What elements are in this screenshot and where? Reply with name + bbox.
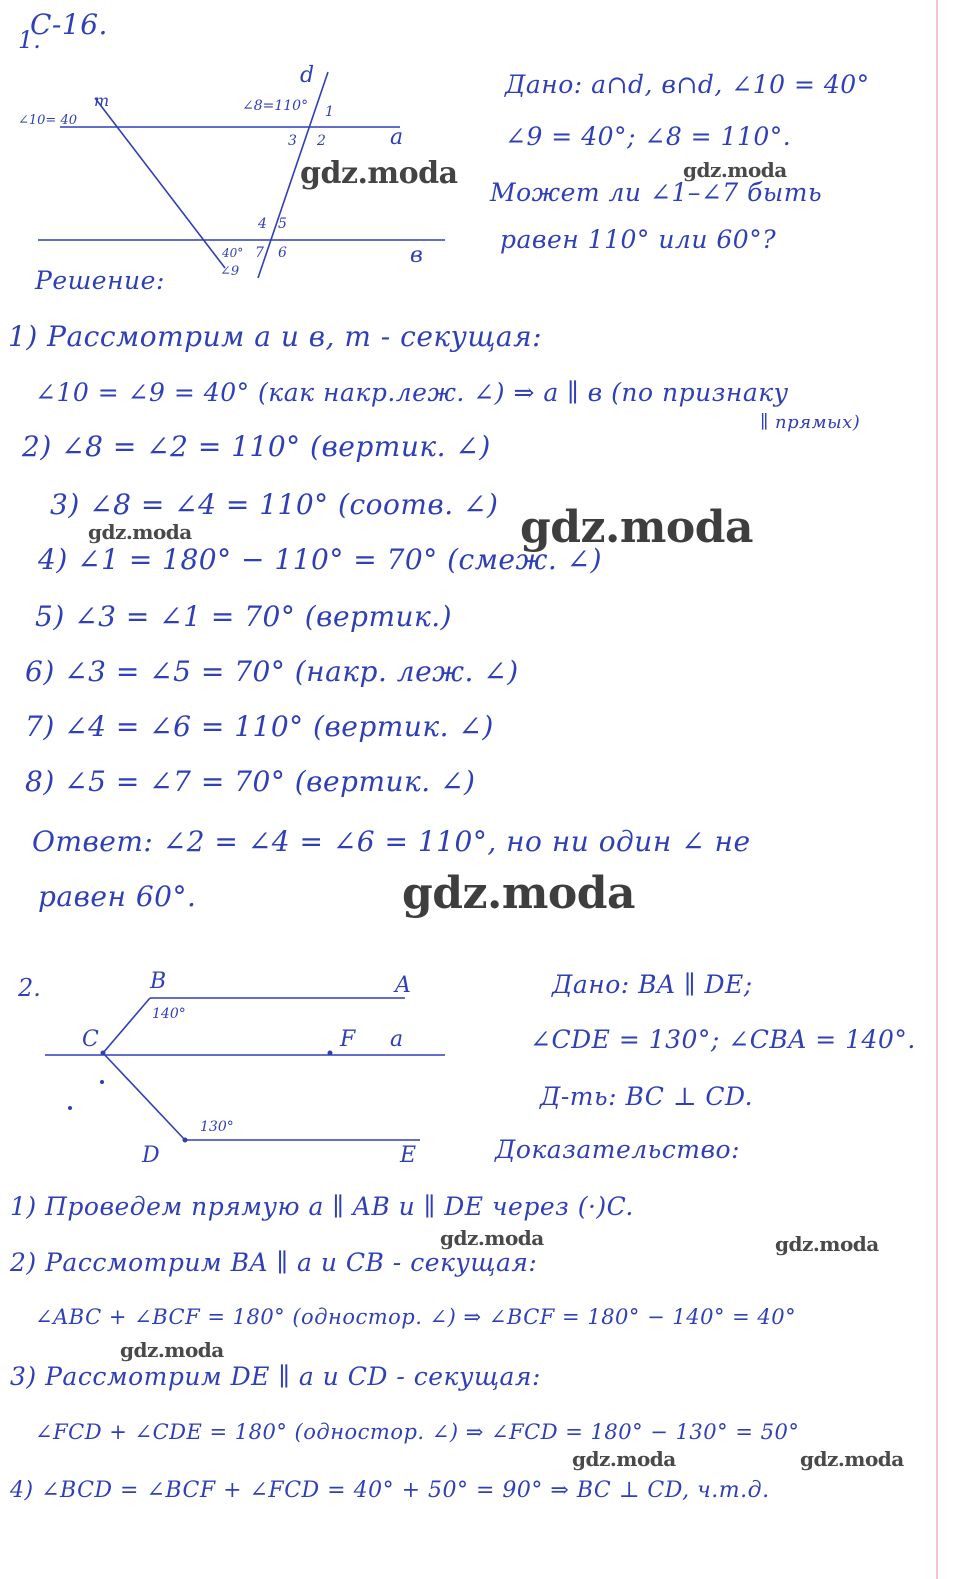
- task2-step-1: 1) Проведем прямую a ∥ AB и ∥ DE через (·)C.: [10, 1192, 634, 1221]
- label-4: 4: [258, 216, 267, 232]
- task1-step-2: 2) ∠8 = ∠2 = 110° (вертик. ∠): [22, 430, 491, 463]
- label-b: в: [410, 243, 423, 268]
- task1-step-1: 1) Рассмотрим a и в, m - секущая:: [8, 320, 543, 353]
- task1-step-7: 7) ∠4 = ∠6 = 110° (вертик. ∠): [25, 710, 494, 743]
- watermark: gdz.moda: [402, 868, 636, 919]
- label-1: 1: [325, 104, 334, 120]
- task1-solution-title: Решение:: [35, 266, 165, 295]
- label-E: E: [400, 1143, 417, 1168]
- label-5: 5: [278, 216, 287, 232]
- worksheet-header: С-16.: [30, 8, 108, 41]
- label-D: D: [142, 1143, 160, 1168]
- label-angle8: ∠8=110°: [242, 98, 309, 114]
- task2-proof-title: Доказательство:: [495, 1135, 741, 1164]
- label-A: A: [395, 973, 411, 998]
- label-40deg: 40°: [222, 246, 244, 260]
- task1-step-3: 3) ∠8 = ∠4 = 110° (соотв. ∠): [50, 488, 499, 521]
- watermark: gdz.moda: [88, 520, 192, 544]
- task1-step-1-detail-2: ∥ прямых): [760, 412, 861, 433]
- watermark: gdz.moda: [800, 1447, 904, 1471]
- watermark: gdz.moda: [120, 1338, 224, 1362]
- label-C: C: [82, 1027, 99, 1052]
- task1-step-8: 8) ∠5 = ∠7 = 70° (вертик. ∠): [25, 765, 476, 798]
- line-m: [95, 98, 225, 268]
- watermark: gdz.moda: [572, 1447, 676, 1471]
- task1-answer-2: равен 60°.: [38, 880, 197, 913]
- task2-step-2-detail: ∠ABC + ∠BCF = 180° (одностор. ∠) ⇒ ∠BCF = 180° − 140° = 40°: [35, 1305, 797, 1329]
- label-3: 3: [288, 133, 297, 149]
- figure-2-lines: [45, 998, 445, 1140]
- task1-given-1: Дано: a∩d, в∩d, ∠10 = 40°: [505, 70, 870, 99]
- label-2: 2: [317, 133, 326, 149]
- label-B: B: [150, 969, 167, 994]
- task2-given-3: Д-ть: BC ⊥ CD.: [540, 1082, 754, 1111]
- task2-step-3-detail: ∠FCD + ∠CDE = 180° (одностор. ∠) ⇒ ∠FCD = 180° − 130° = 50°: [35, 1420, 800, 1444]
- label-7: 7: [255, 245, 264, 261]
- task2-step-2: 2) Рассмотрим BA ∥ a и CB - секущая:: [10, 1248, 538, 1277]
- figure-2-points: [68, 1051, 333, 1143]
- label-a: a: [390, 125, 404, 150]
- task2-step-4: 4) ∠BCD = ∠BCF + ∠FCD = 40° + 50° = 90° ⇒ BC ⊥ CD, ч.т.д.: [10, 1478, 770, 1503]
- segment-cd: [103, 1053, 185, 1140]
- segment-bc: [103, 998, 150, 1053]
- label-angle140: 140°: [152, 1006, 186, 1022]
- label-9: ∠9: [220, 264, 240, 279]
- task1-given-4: равен 110° или 60°?: [500, 225, 777, 254]
- task1-step-4: 4) ∠1 = 180° − 110° = 70° (смеж. ∠): [38, 543, 603, 576]
- figure-1-labels: [18, 26, 423, 279]
- task1-given-3: Может ли ∠1–∠7 быть: [490, 178, 823, 207]
- watermark: gdz.moda: [440, 1226, 544, 1250]
- label-F: F: [340, 1027, 356, 1052]
- task2-given-2: ∠CDE = 130°; ∠CBA = 140°.: [530, 1025, 916, 1054]
- watermark: gdz.moda: [683, 158, 787, 182]
- task1-answer-1: Ответ: ∠2 = ∠4 = ∠6 = 110°, но ни один ∠ не: [32, 825, 751, 858]
- task1-step-1-detail: ∠10 = ∠9 = 40° (как накр.леж. ∠) ⇒ a ∥ в (по признаку: [35, 378, 789, 407]
- task1-step-5: 5) ∠3 = ∠1 = 70° (вертик.): [35, 600, 453, 633]
- margin-line: [936, 0, 938, 1579]
- task1-given-2: ∠9 = 40°; ∠8 = 110°.: [505, 122, 792, 151]
- watermark: gdz.moda: [520, 502, 754, 553]
- label-a2: a: [390, 1027, 404, 1052]
- watermark: gdz.moda: [300, 156, 458, 191]
- watermark: gdz.moda: [775, 1232, 879, 1256]
- task2-given-1: Дано: BA ∥ DE;: [552, 970, 753, 999]
- task2-number: 2.: [18, 974, 41, 1002]
- task2-step-3: 3) Рассмотрим DE ∥ a и CD - секущая:: [10, 1362, 541, 1391]
- task1-step-6: 6) ∠3 = ∠5 = 70° (накр. леж. ∠): [25, 655, 519, 688]
- label-m: m: [94, 91, 110, 110]
- task1-number: 1.: [18, 26, 41, 54]
- label-d: d: [300, 63, 315, 88]
- label-angle130: 130°: [200, 1119, 234, 1135]
- figure-2-labels: [17, 969, 416, 1168]
- label-angle10: ∠10= 40: [18, 113, 78, 128]
- label-6: 6: [278, 245, 287, 261]
